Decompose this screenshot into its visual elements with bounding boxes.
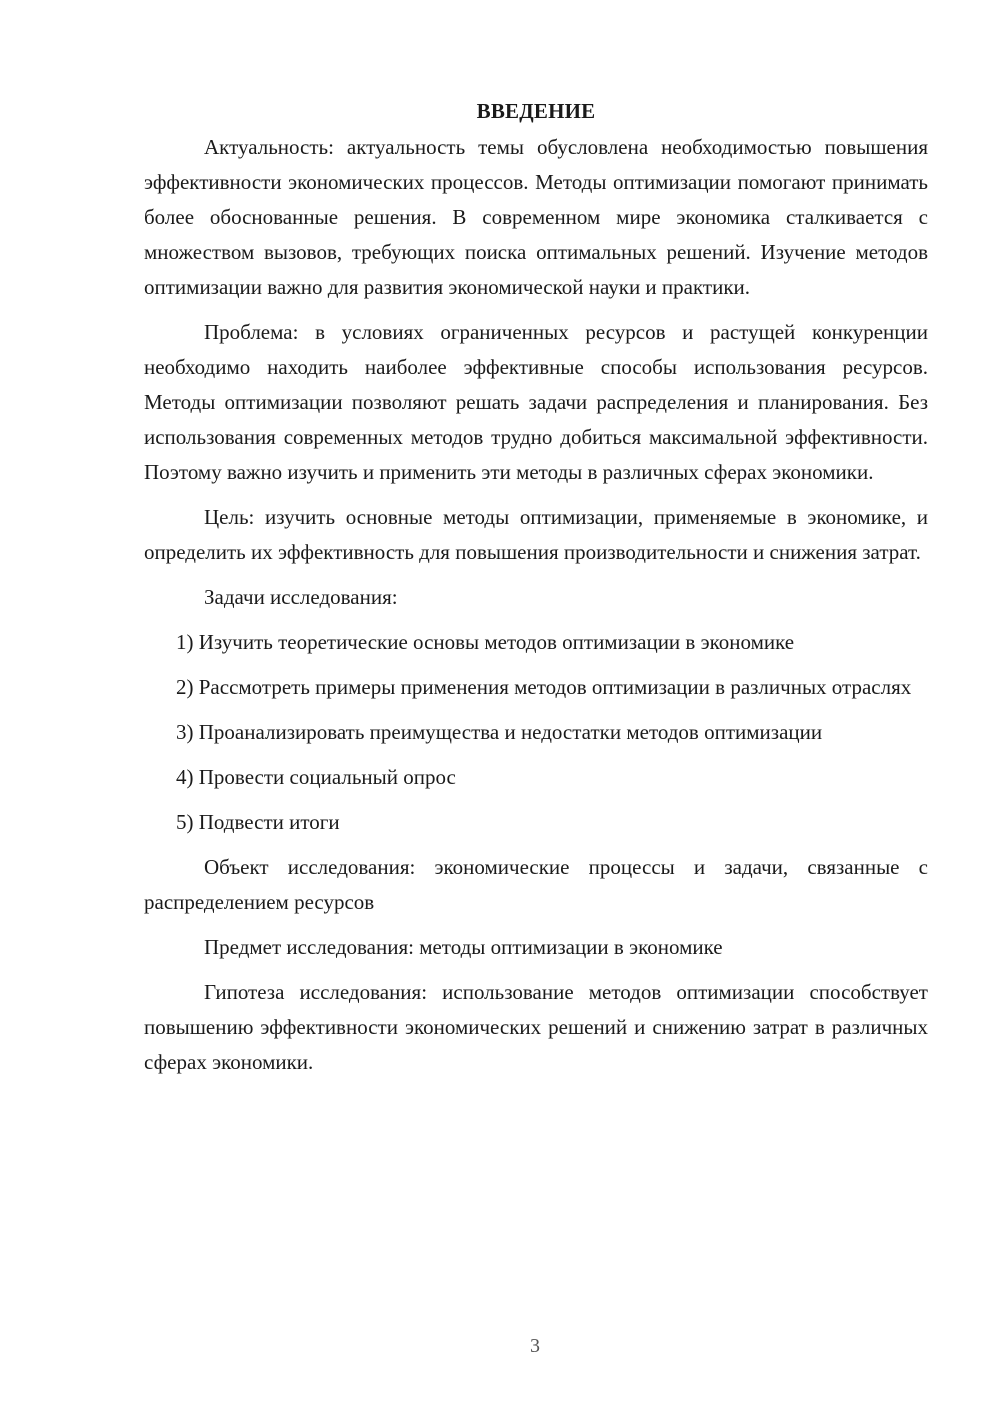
hypothesis-paragraph: Гипотеза исследования: использование методов оптимизации способствует повышению эффективности экономических решений и снижению затрат в различных сферах экономики.: [144, 980, 928, 1074]
task-item-3: 3) Проанализировать преимущества и недостатки методов оптимизации: [176, 720, 823, 744]
object-paragraph: Объект исследования: экономические процессы и задачи, связанные с распределением ресурсов: [144, 855, 928, 914]
task-item-4: 4) Провести социальный опрос: [176, 765, 456, 789]
tasks-heading: Задачи исследования:: [204, 585, 398, 609]
subject-paragraph: Предмет исследования: методы оптимизации в экономике: [204, 935, 723, 959]
document-page: [144, 94, 928, 1090]
page-title: ВВЕДЕНИЕ: [476, 99, 596, 123]
page-number: 3: [530, 1335, 540, 1357]
task-item-1: 1) Изучить теоретические основы методов оптимизации в экономике: [176, 630, 795, 654]
goal-paragraph: Цель: изучить основные методы оптимизации, применяемые в экономике, и определить их эффективность для повышения производительности и снижения затрат.: [144, 505, 928, 564]
problem-paragraph: Проблема: в условиях ограниченных ресурсов и растущей конкуренции необходимо находить наиболее эффективные способы использования ресурсов. Методы оптимизации позволяют решать задачи распределения и планирования. Без использования современных методов трудно добиться максимальной эффективности. Поэтому важно изучить и применить эти методы в различных сферах экономики.: [144, 320, 928, 484]
task-item-2: 2) Рассмотреть примеры применения методов оптимизации в различных отраслях: [176, 675, 912, 699]
task-item-5: 5) Подвести итоги: [176, 810, 340, 834]
relevance-paragraph: Актуальность: актуальность темы обусловлена необходимостью повышения эффективности экономических процессов. Методы оптимизации помогают принимать более обоснованные решения. В современном мире экономика сталкивается с множеством вызовов, требующих поиска оптимальных решений. Изучение методов оптимизации важно для развития экономической науки и практики.: [144, 135, 928, 299]
